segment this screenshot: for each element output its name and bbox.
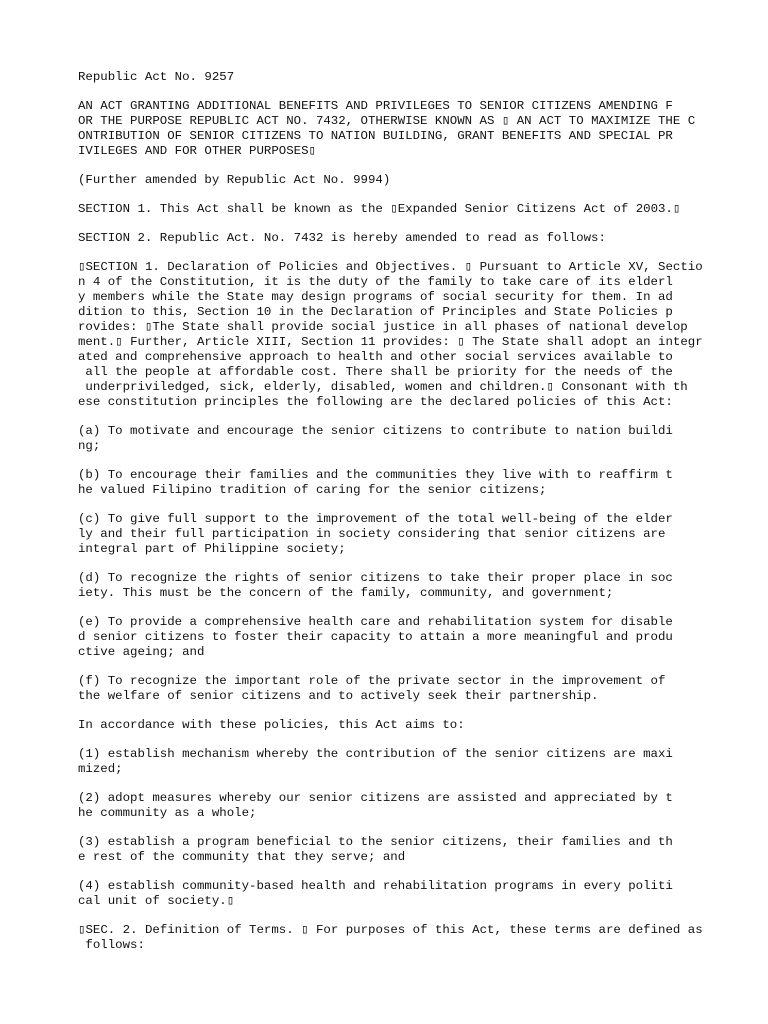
section-2: SECTION 2. Republic Act. No. 7432 is hereby amended to read as follows: <box>78 231 606 245</box>
section-1: SECTION 1. This Act shall be known as the ▯Expanded Senior Citizens Act of 2003.▯ <box>78 202 681 216</box>
definition-of-terms: ▯SEC. 2. Definition of Terms. ▯ For purposes of this Act, these terms are defined as follows: <box>78 923 703 952</box>
act-heading: AN ACT GRANTING ADDITIONAL BENEFITS AND PRIVILEGES TO SENIOR CITIZENS AMENDING F OR THE PURPOSE REPUBLIC ACT NO. 7432, OTHERWISE KNOWN AS ▯ AN ACT TO MAXIMIZE THE C ONTRIBUTION OF SENIOR CITIZENS TO NATION BUILDING, GRANT BENEFITS AND SPECIAL PR IVILEGES AND FOR OTHER PURPOSES▯ <box>78 99 696 158</box>
aim-item-4: (4) establish community-based health and rehabilitation programs in every politi cal unit of society.▯ <box>78 879 673 908</box>
document-title: Republic Act No. 9257 <box>78 70 235 84</box>
aims-intro: In accordance with these policies, this Act aims to: <box>78 718 465 732</box>
document-page <box>78 70 738 967</box>
policy-item-d: (d) To recognize the rights of senior citizens to take their proper place in soc iety. This must be the concern of the family, community, and government; <box>78 571 673 600</box>
policy-item-e: (e) To provide a comprehensive health care and rehabilitation system for disable d senior citizens to foster their capacity to attain a more meaningful and produ ctive ageing; and <box>78 615 673 659</box>
aim-item-1: (1) establish mechanism whereby the contribution of the senior citizens are maxi mized; <box>78 747 673 776</box>
aim-item-3: (3) establish a program beneficial to the senior citizens, their families and th e rest of the community that they serve; and <box>78 835 673 864</box>
amendment-note: (Further amended by Republic Act No. 9994) <box>78 173 391 187</box>
policy-item-f: (f) To recognize the important role of the private sector in the improvement of the welfare of senior citizens and to actively seek their partnership. <box>78 674 666 703</box>
aim-item-2: (2) adopt measures whereby our senior citizens are assisted and appreciated by t he community as a whole; <box>78 791 673 820</box>
policy-item-b: (b) To encourage their families and the communities they live with to reaffirm t he valued Filipino tradition of caring for the senior citizens; <box>78 468 673 497</box>
policy-item-a: (a) To motivate and encourage the senior citizens to contribute to nation buildi ng; <box>78 424 673 453</box>
policy-item-c: (c) To give full support to the improvement of the total well-being of the elder ly and their full participation in society considering that senior citizens are integral part of Philippine society; <box>78 512 673 556</box>
declaration-of-policies: ▯SECTION 1. Declaration of Policies and Objectives. ▯ Pursuant to Article XV, Sectio n 4 of the Constitution, it is the duty of the family to take care of its elderl y members while the State may design programs of social security for them. In ad dition to this, Section 10 in the Declaration of Principles and State Policies p rovides: ▯The State shall provide social justice in all phases of national develop ment.▯ Further, Article XIII, Section 11 provides: ▯ The State shall adopt an integr ated and comprehensive approach to health and other social services available to all the people at affordable cost. There shall be priority for the needs of the underpriviledged, sick, elderly, disabled, women and children.▯ Consonant with th ese constitution principles the following are the declared policies of this Act: <box>78 260 703 409</box>
